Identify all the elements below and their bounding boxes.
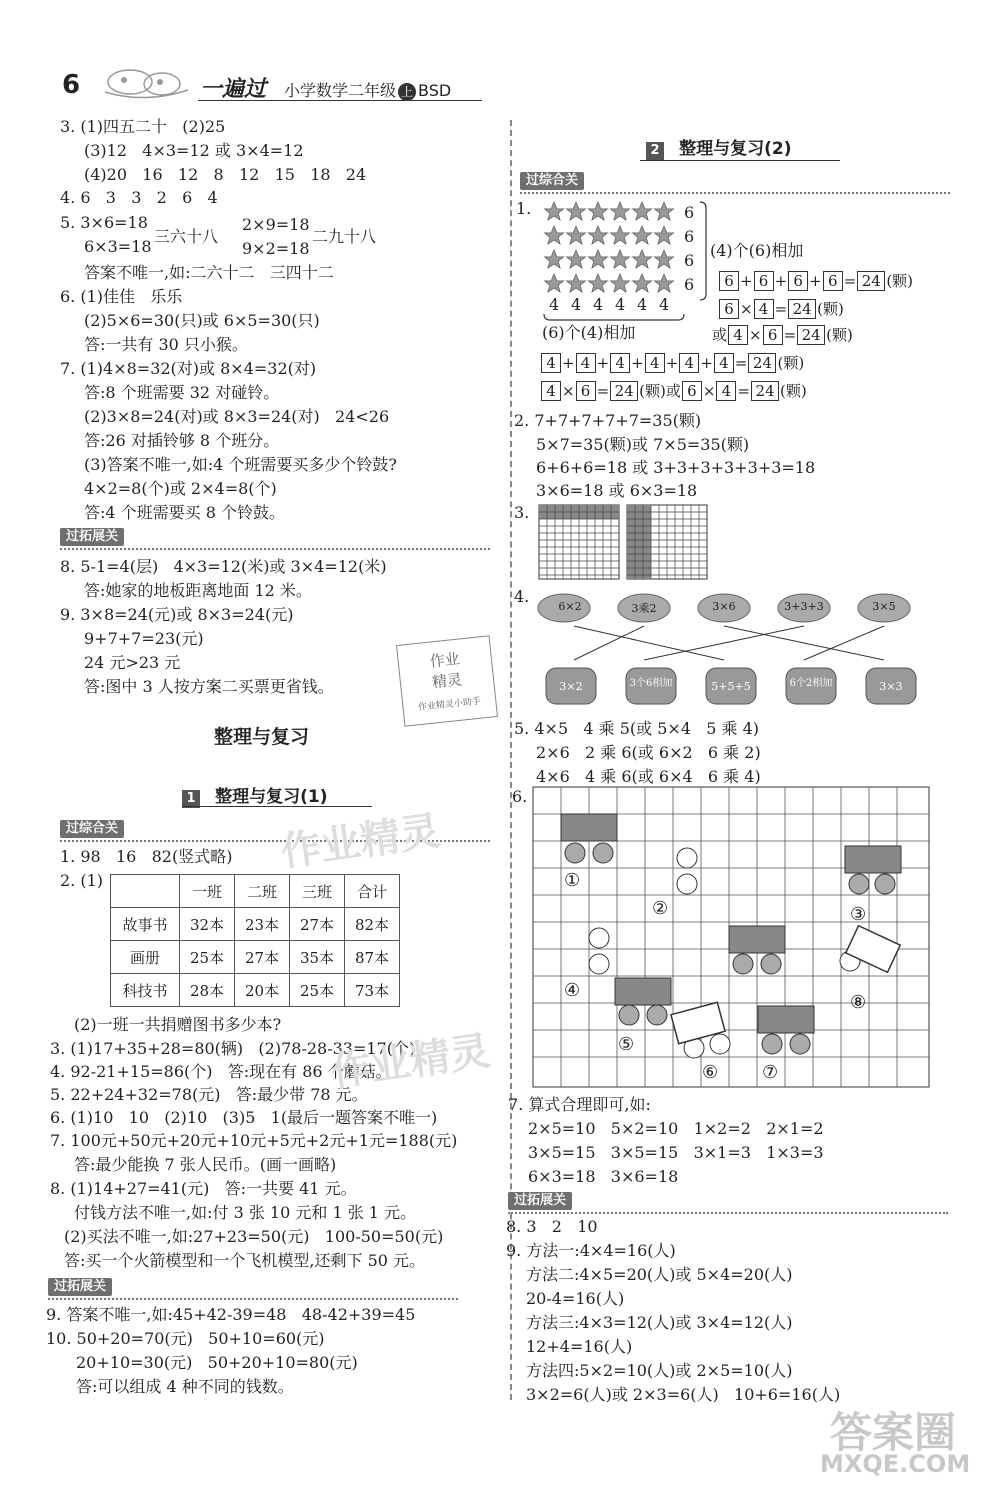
table-cell: 故事书 [111,908,180,941]
operator: × [749,326,762,344]
pot-label: 6个2相加 [789,678,833,689]
cartoon-logo-icon [100,62,195,102]
left-line: 9. 答案不唯一,如:45+42-39=48 48-42+39=45 [46,1305,416,1324]
right-line: 7. 算式合理即可,如: [508,1095,651,1114]
left-line: 24 元>23 元 [84,653,181,672]
pot-label: 3个6相加 [629,678,673,689]
stamp-line: 作业精灵小助手 [417,696,482,714]
q1-equation [712,324,853,346]
operator: + [809,272,822,290]
answer-box: 4 [714,353,734,373]
left-line: 答:一共有 30 只小猴。 [84,335,248,354]
left-line: 1. 98 16 82(竖式略) [60,847,233,866]
operator: × [702,382,716,400]
operator: + [700,354,713,372]
answer-box: 6 [823,271,843,291]
table-cell: 87本 [345,941,400,974]
shape-marker: ⑤ [618,1034,635,1055]
watermark: 作业精灵 [328,1028,493,1096]
left-line: 6. (1)佳佳 乐乐 [60,287,183,306]
leaf-label: 3×5 [872,600,896,613]
operator: + [774,272,788,290]
unit: (颗) [780,382,807,400]
watermark: 作业精灵 [278,808,443,876]
shape-marker: ③ [850,904,867,925]
col-count: 4 [637,295,648,314]
section2-number: 2 [646,142,664,160]
q3-grid-b [626,504,710,582]
shape-marker: ② [652,898,669,919]
tag-line [48,1298,458,1300]
left-line: 答:26 对插铃够 8 个班分。 [84,431,280,450]
unit: (颗) [886,272,914,290]
q3-label: 3. [514,503,530,522]
table-cell: 35本 [290,941,345,974]
shape-marker: ⑥ [702,1062,719,1083]
table-row [111,941,400,974]
right-line: 3×6=18 或 6×3=18 [536,481,698,500]
right-line: 6+6+6=18 或 3+3+3+3+3+3=18 [536,458,816,477]
watermark: 答案圈 [830,1408,957,1457]
shape-marker: ⑦ [762,1062,779,1083]
q1-equation [540,352,804,374]
table-row [111,908,400,941]
right-line: 3×5=15 3×5=15 3×1=3 1×3=3 [528,1143,824,1162]
table-cell: 27本 [290,908,345,941]
q3-grid-a [538,504,622,582]
leaf-label: 3+3+3 [784,600,824,613]
section2-header [646,134,791,160]
left-line: 2×9=18 [242,215,310,234]
q4-label: 4. [514,587,530,606]
answer-box: 6 [719,271,739,291]
operator: + [562,354,575,372]
left-line: 三六十八 [154,227,219,246]
left-line: 9×2=18 [242,239,310,258]
col-count: 4 [615,295,626,314]
section2-title: 整理与复习(2) [679,139,792,159]
table-cell: 73本 [345,974,400,1007]
shape-marker: ⑧ [850,992,867,1013]
page-number: 6 [62,70,81,100]
leaf-label: 3×6 [712,600,736,613]
answer-box: 6 [763,325,783,345]
table-cell: 32本 [180,908,235,941]
leaf-label: 3乘2 [631,602,657,615]
left-line: 4. 92-21+15=86(个) 答:现在有 86 个蘑菇。 [50,1062,392,1081]
pot-label: 3×2 [559,680,583,693]
table-cell: 科技书 [111,974,180,1007]
tag-line [520,192,950,194]
right-line: 9. 方法一:4×4=16(人) [506,1241,676,1260]
table-cell: 28本 [180,974,235,1007]
answer-box: 4 [541,381,561,401]
operator: + [740,272,753,290]
column-brace [542,312,686,322]
stamp [396,635,498,726]
left-line: 10. 50+20=70(元) 50+10=60(元) [46,1329,325,1348]
shape-marker: ① [564,870,581,891]
left-line: 答:她家的地板距离地面 12 米。 [84,581,312,600]
answer-box: 6 [754,271,774,291]
stamp-line: 精灵 [431,670,463,692]
right-line: 12+4=16(人) [526,1337,633,1356]
right-line: 2. 7+7+7+7+7=35(颗) [514,411,702,430]
right-line: 5. 4×5 4 乘 5(或 5×4 5 乘 4) [514,719,760,738]
left-line: (2)买法不唯一,如:27+23=50(元) 100-50=50(元) [64,1227,444,1246]
section1-number: 1 [182,790,200,808]
answer-box: 4 [728,325,748,345]
q1-text: (6)个(4)相加 [542,323,636,342]
answer-box: 6 [576,381,596,401]
tag-line [508,1212,948,1214]
table-cell: 25本 [290,974,345,1007]
table-cell: 一班 [180,875,235,908]
brand-logo: 一遍过 [200,77,267,102]
table-cell: 27本 [235,941,290,974]
stamp-line: 作业 [428,649,461,671]
unit: (颗) [826,326,853,344]
left-line: (2)5×6=30(只)或 6×5=30(只) [84,311,320,330]
or-text: 或 [712,326,728,344]
leaf-label: 6×2 [558,600,582,613]
operator: + [596,354,610,372]
q6-label: 6. [512,787,528,806]
answer-box: 4 [645,353,665,373]
q1-label: 1. [516,199,532,218]
operator: = [737,382,751,400]
left-line: 7. 100元+50元+20元+10元+5元+2元+1元=188(元) [50,1131,458,1150]
section1-title: 整理与复习(1) [215,787,328,807]
table-cell: 画册 [111,941,180,974]
left-line: 答案不唯一,如:二六十二 三四十二 [84,263,334,282]
right-line: 2×5=10 5×2=10 1×2=2 2×1=2 [528,1119,824,1138]
unit: (颗) [777,354,805,372]
answer-box: 4 [716,381,736,401]
table-cell [111,875,180,908]
col-count: 4 [593,295,604,314]
tag-tuozhan: 过拓展关 [60,528,124,546]
left-line: 答:4 个班需要买 8 个铃鼓。 [84,503,286,522]
edition-text: BSD [418,81,452,100]
left-line: 3. (1)四五二十 (2)25 [60,117,226,136]
unit: (颗)或 [639,382,681,400]
operator: = [774,300,788,318]
left-line: 8. (1)14+27=41(元) 答:一共要 41 元。 [50,1179,357,1198]
table-cell: 合计 [345,875,400,908]
tag-line [60,548,490,550]
operator: × [740,300,753,318]
left-line: 5. 3×6=18 [60,213,148,232]
left-line: 答:最少能换 7 张人民币。(画一画略) [74,1155,337,1174]
table-cell: 25本 [180,941,235,974]
left-line: (2)一班一共捐赠图书多少本? [74,1015,282,1034]
q1-equation [718,270,913,292]
answer-box: 6 [788,271,808,291]
operator: = [596,382,610,400]
left-line: 7. (1)4×8=32(对)或 8×4=32(对) [60,359,317,378]
left-line: 二九十八 [312,227,377,246]
left-line: 答:8 个班需要 32 对碰铃。 [84,383,280,402]
row-count: 6 [684,251,695,270]
left-line: 答:买一个火箭模型和一个飞机模型,还剩下 50 元。 [64,1251,426,1270]
tag-tuozhan: 过拓展关 [48,1278,112,1296]
left-line: 9+7+7=23(元) [84,629,204,648]
right-line: 3×2=6(人)或 2×3=6(人) 10+6=16(人) [526,1385,841,1404]
operator: + [665,354,679,372]
row-count: 6 [684,203,695,222]
answer-box: 24 [788,299,816,319]
answer-box: 24 [751,381,779,401]
left-line: 4. 6 3 3 2 6 4 [60,188,218,207]
answer-box: 6 [719,299,739,319]
left-line: (2)3×8=24(对)或 8×3=24(对) 24<26 [84,407,390,426]
left-line: 20+10=30(元) 50+20+10=80(元) [76,1353,358,1372]
right-line: 5×7=35(颗)或 7×5=35(颗) [536,435,750,454]
q1-text: (4)个(6)相加 [710,241,804,260]
tag-zonghe: 过综合关 [60,820,124,838]
right-line: 8. 3 2 10 [506,1217,598,1236]
right-line: 20-4=16(人) [526,1289,625,1308]
pot-label: 5+5+5 [711,680,751,693]
right-line: 2×6 2 乘 6(或 6×2 6 乘 2) [536,743,761,762]
left-line: 5. 22+24+32=78(元) 答:最少带 78 元。 [50,1085,368,1104]
operator: + [631,354,644,372]
section2-underline [640,160,840,161]
book-table [110,874,400,1007]
tag-zonghe: 过综合关 [520,172,584,190]
left-line: 答:可以组成 4 种不同的钱数。 [76,1377,294,1396]
left-line: (3)12 4×3=12 或 3×4=12 [84,141,304,160]
answer-box: 24 [797,325,825,345]
right-line: 方法二:4×5=20(人)或 5×4=20(人) [526,1265,793,1284]
operator: = [843,272,857,290]
answer-box: 6 [682,381,702,401]
section1-header [182,782,327,808]
operator: = [734,354,748,372]
subject-text: 小学数学二年级 [284,81,397,100]
section1-underline [182,806,372,807]
star-icon [545,202,674,292]
table-cell: 三班 [290,875,345,908]
table-cell: 20本 [235,974,290,1007]
col-count: 4 [659,295,670,314]
operator: = [783,326,797,344]
left-line: 答:图中 3 人按方案二买票更省钱。 [84,677,334,696]
left-line: 6. (1)10 10 (2)10 (3)5 1(最后一题答案不唯一) [50,1108,438,1127]
header-underline [198,100,482,101]
right-line: 6×3=18 3×6=18 [528,1167,679,1186]
answer-box: 4 [576,353,596,373]
left-line: 2. (1) [60,871,104,890]
subject-title [284,78,451,101]
left-line: (3)答案不唯一,如:4 个班需要买多少个铃鼓? [84,455,397,474]
table-cell: 82本 [345,908,400,941]
left-line: 9. 3×8=24(元)或 8×3=24(元) [60,605,294,624]
answer-box: 24 [857,271,885,291]
answer-box: 4 [679,353,699,373]
unit: (颗) [817,300,844,318]
right-line: 方法三:4×3=12(人)或 3×4=12(人) [526,1313,793,1332]
answer-box: 4 [541,353,561,373]
left-line: 6×3=18 [84,237,152,256]
chapter-title: 整理与复习 [214,726,310,748]
table-cell: 二班 [235,875,290,908]
row-count: 6 [684,275,695,294]
table-header-row [111,875,400,908]
table-row [111,974,400,1007]
answer-box: 24 [748,353,776,373]
left-line: (4)20 16 12 8 12 15 18 24 [84,165,367,184]
answer-box: 4 [610,353,630,373]
right-line: 方法四:5×2=10(人)或 2×5=10(人) [526,1361,793,1380]
left-line: 3. (1)17+35+28=80(辆) (2)78-28-33=17(个) [50,1039,416,1058]
table-cell: 23本 [235,908,290,941]
tag-tuozhan: 过拓展关 [508,1192,572,1210]
answer-box: 24 [610,381,638,401]
right-line: 4×6 4 乘 6(或 6×4 6 乘 4) [536,767,761,786]
q1-equation [718,298,844,320]
row-count: 6 [684,227,695,246]
left-line: 8. 5-1=4(层) 4×3=12(米)或 3×4=12(米) [60,557,387,576]
answer-box: 4 [754,299,774,319]
left-line: 4×2=8(个)或 2×4=8(个) [84,479,277,498]
watermark: MXQE.COM [820,1450,971,1478]
q1-equation [540,380,807,402]
shape-marker: ④ [564,980,581,1001]
term-badge: 上 [398,83,416,101]
col-count: 4 [571,295,582,314]
col-count: 4 [549,295,560,314]
left-line: 付钱方法不唯一,如:付 3 张 10 元和 1 张 1 元。 [74,1203,417,1222]
q6-grid [532,786,932,1090]
pot-label: 3×3 [879,680,903,693]
operator: × [562,382,575,400]
